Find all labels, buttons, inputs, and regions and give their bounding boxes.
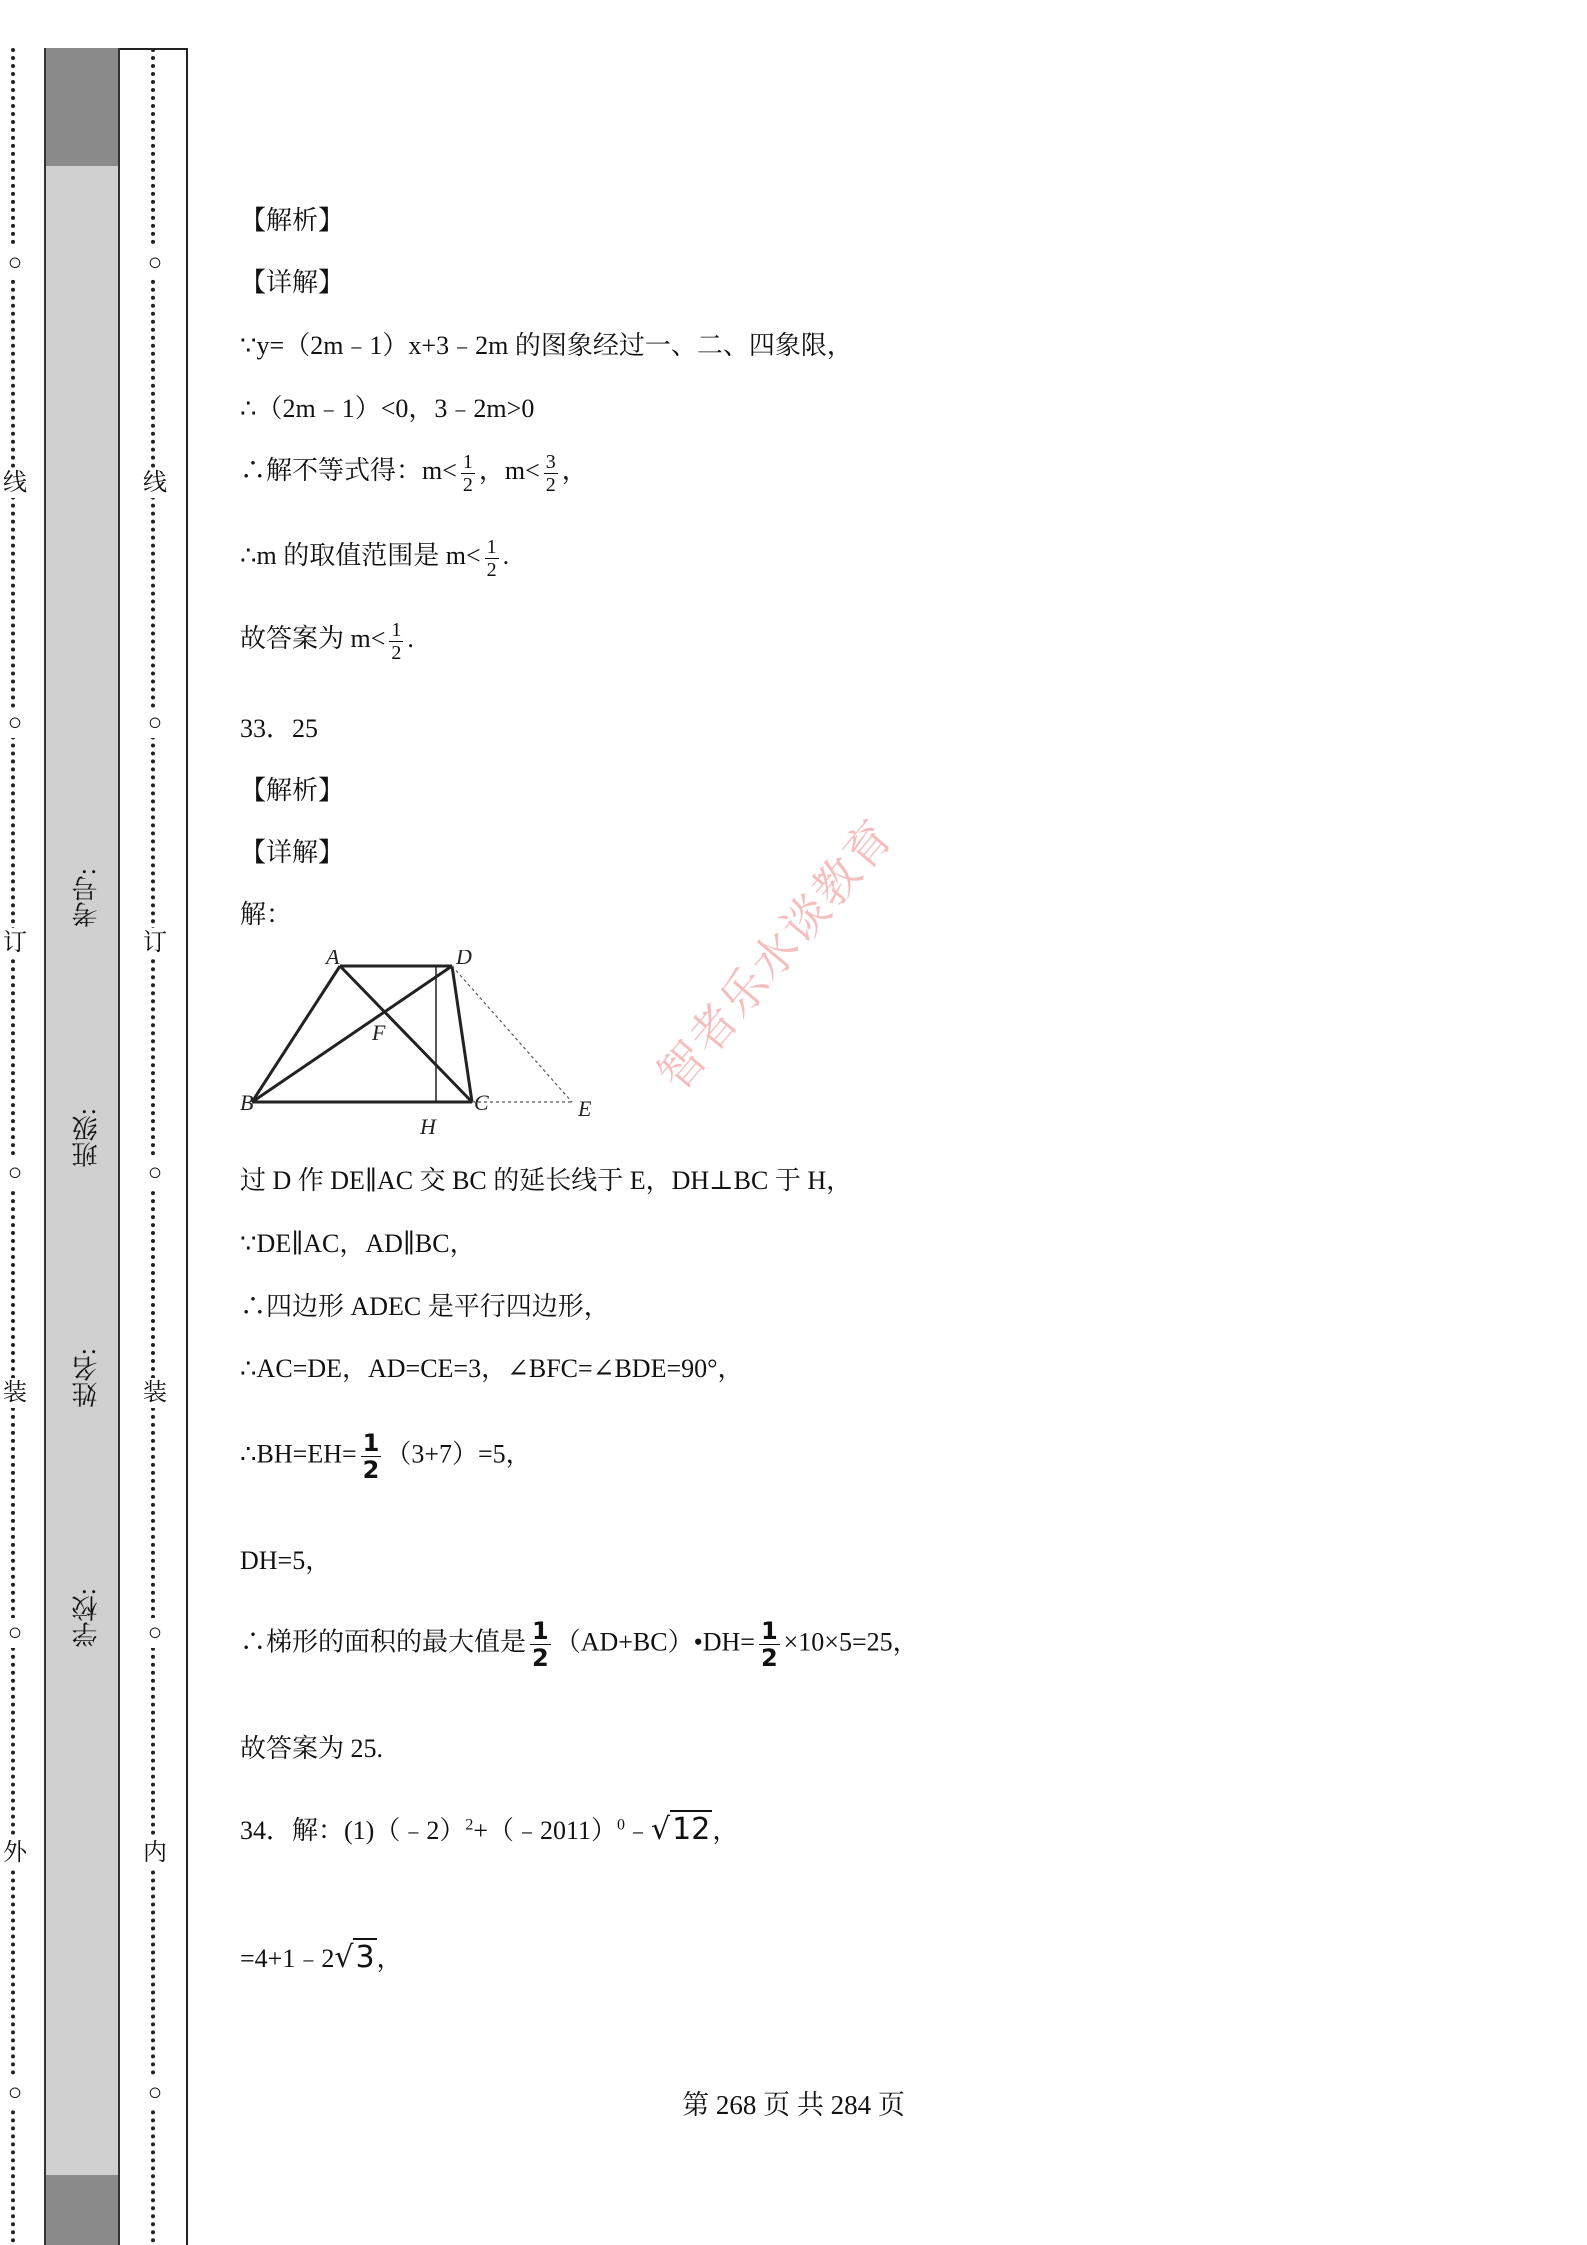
outer-mark-zhuang: 装: [0, 1378, 30, 1408]
q33-l5-end: （3+7）=5，: [385, 1439, 532, 1469]
outer-circle-mark: ○: [0, 1158, 30, 1188]
q32-line-5: [240, 618, 414, 664]
margin-right-rule: [186, 48, 188, 2245]
outer-mark-wai: 外: [0, 1838, 30, 1868]
fraction-numerator: 1: [462, 450, 473, 473]
outer-dotted-column: [0, 48, 30, 2245]
exam-no-field: 考号:: [72, 868, 101, 928]
class-field: 班级:: [72, 1108, 101, 1168]
fraction-numerator: 3: [545, 450, 556, 473]
fraction-numerator: 1: [391, 618, 402, 641]
inner-mark-xian: 线: [140, 468, 170, 498]
q33-line-2: ∵DE∥AC，AD∥BC，: [240, 1229, 476, 1258]
q34-l1-minus: ﹣: [625, 1816, 652, 1845]
fraction-numerator: 1: [760, 1617, 778, 1645]
fraction-denominator: 2: [462, 473, 473, 496]
outer-mark-ding: 订: [0, 928, 30, 958]
q32-l5-end: .: [407, 624, 414, 653]
fraction-one-half: [530, 1618, 551, 1671]
fraction-denominator: 2: [532, 1644, 549, 1672]
student-info-bar: [44, 48, 120, 2245]
q33-line-1: 过 D 作 DE∥AC 交 BC 的延长线于 E，DH⊥BC 于 H，: [240, 1166, 853, 1195]
q33-l7-mid: （AD+BC）•DH=: [554, 1627, 755, 1657]
label-C: C: [474, 1090, 489, 1115]
label-B: B: [240, 1090, 254, 1115]
fraction-denominator: 2: [545, 473, 556, 496]
q34-line-2: [240, 1938, 403, 1975]
q34-l2-end: ，: [376, 1944, 403, 1973]
q33-line-8: 故答案为 25.: [240, 1734, 384, 1763]
fraction-denominator: 2: [760, 1644, 778, 1672]
segment-BD: [252, 966, 452, 1102]
fraction-one-half: [361, 1430, 382, 1483]
fraction-three-halves: [544, 451, 558, 496]
inner-mark-zhuang: 装: [140, 1378, 170, 1408]
q33-heading: 33．25: [240, 714, 319, 743]
q34-l1-prefix: 34．解：(1)（﹣2）: [240, 1816, 466, 1845]
name-field: 姓名:: [72, 1348, 101, 1408]
label-A: A: [326, 950, 340, 969]
square-root: √12: [651, 1812, 711, 1847]
q32-l5-prefix: 故答案为 m<: [240, 624, 386, 653]
fraction-numerator: 1: [486, 535, 497, 558]
bar-dark-top: [46, 48, 118, 166]
watermark: 智者乐水谈教育: [646, 808, 905, 1101]
segment-DC: [452, 966, 472, 1102]
fraction-one-half: [759, 1618, 780, 1671]
exponent: 2: [465, 1816, 474, 1834]
q33-detail-heading: 【详解】: [240, 838, 345, 867]
exponent: 0: [617, 1816, 626, 1834]
segment-AB: [252, 966, 340, 1102]
q32-l3-prefix: ∴解不等式得：m<: [240, 456, 457, 485]
outer-circle-mark: ○: [0, 708, 30, 738]
q32-line-4: [240, 535, 509, 581]
q33-l7-prefix: ∴梯形的面积的最大值是: [240, 1627, 527, 1657]
inner-circle-mark: ○: [140, 708, 170, 738]
fraction-one-half: [485, 536, 499, 581]
inner-circle-mark: ○: [140, 248, 170, 278]
q33-line-4: ∴AC=DE，AD=CE=3，∠BFC=∠BDE=90°，: [240, 1354, 744, 1383]
inner-dotted-line: [151, 48, 155, 2245]
fraction-numerator: 1: [362, 1429, 380, 1457]
inner-mark-nei: 内: [140, 1838, 170, 1868]
inner-mark-ding: 订: [140, 928, 170, 958]
q33-analysis-heading: 【解析】: [240, 776, 345, 805]
q32-analysis-heading: 【解析】: [240, 206, 345, 235]
bar-dark-bottom: [46, 2175, 118, 2245]
q34-l1-end: ，: [712, 1816, 739, 1845]
label-D: D: [456, 950, 472, 969]
q34-l2-prefix: =4+1﹣2: [240, 1944, 335, 1973]
q32-detail-heading: 【详解】: [240, 268, 345, 297]
q33-line-3: ∴四边形 ADEC 是平行四边形，: [240, 1292, 610, 1321]
fraction-one-half: [389, 619, 403, 664]
fraction-denominator: 2: [486, 558, 497, 581]
inner-circle-mark: ○: [140, 1618, 170, 1648]
q33-l5-prefix: ∴BH=EH=: [240, 1439, 357, 1469]
square-root: √3: [334, 1940, 375, 1975]
q32-l3-mid: ，m<: [478, 456, 540, 485]
inner-circle-mark: ○: [140, 1158, 170, 1188]
inner-dotted-column: [140, 48, 170, 2245]
q32-line-3: [240, 450, 588, 496]
fraction-numerator: 1: [532, 1617, 549, 1645]
radicand: 12: [672, 1812, 711, 1847]
fraction-denominator: 2: [391, 641, 402, 664]
label-H: H: [420, 1114, 436, 1139]
page-footer: 第 268 页 共 284 页: [682, 2090, 905, 2120]
label-F: F: [372, 1020, 386, 1045]
fraction-denominator: 2: [362, 1456, 380, 1484]
outer-circle-mark: ○: [0, 248, 30, 278]
q32-l3-end: ，: [561, 456, 588, 485]
q33-line-5: [240, 1430, 532, 1483]
outer-dotted-line: [11, 48, 15, 2245]
outer-circle-mark: ○: [0, 2078, 30, 2108]
q33-line-7: [240, 1618, 919, 1671]
q33-l7-end: ×10×5=25，: [783, 1627, 919, 1657]
outer-circle-mark: ○: [0, 1618, 30, 1648]
q32-line-1: ∵y=（2m﹣1）x+3﹣2m 的图象经过一、二、四象限，: [240, 331, 853, 360]
inner-circle-mark: ○: [140, 2078, 170, 2108]
fraction-one-half: [461, 451, 475, 496]
q33-line-6: DH=5，: [240, 1546, 332, 1575]
q32-line-2: ∴（2m﹣1）<0，3﹣2m>0: [240, 394, 535, 423]
q34-line-1: [240, 1810, 738, 1847]
label-E: E: [578, 1096, 592, 1121]
q32-l4-prefix: ∴m 的取值范围是 m<: [240, 541, 481, 570]
radicand: 3: [355, 1940, 375, 1975]
q32-l4-end: .: [502, 541, 510, 570]
school-field: 学校:: [72, 1588, 101, 1648]
q33-jie: 解：: [240, 900, 293, 929]
q34-l1-mid: +（﹣2011）: [473, 1816, 618, 1845]
trapezoid-figure: [240, 950, 600, 1150]
segment-AC: [340, 966, 472, 1102]
outer-mark-xian: 线: [0, 468, 30, 498]
